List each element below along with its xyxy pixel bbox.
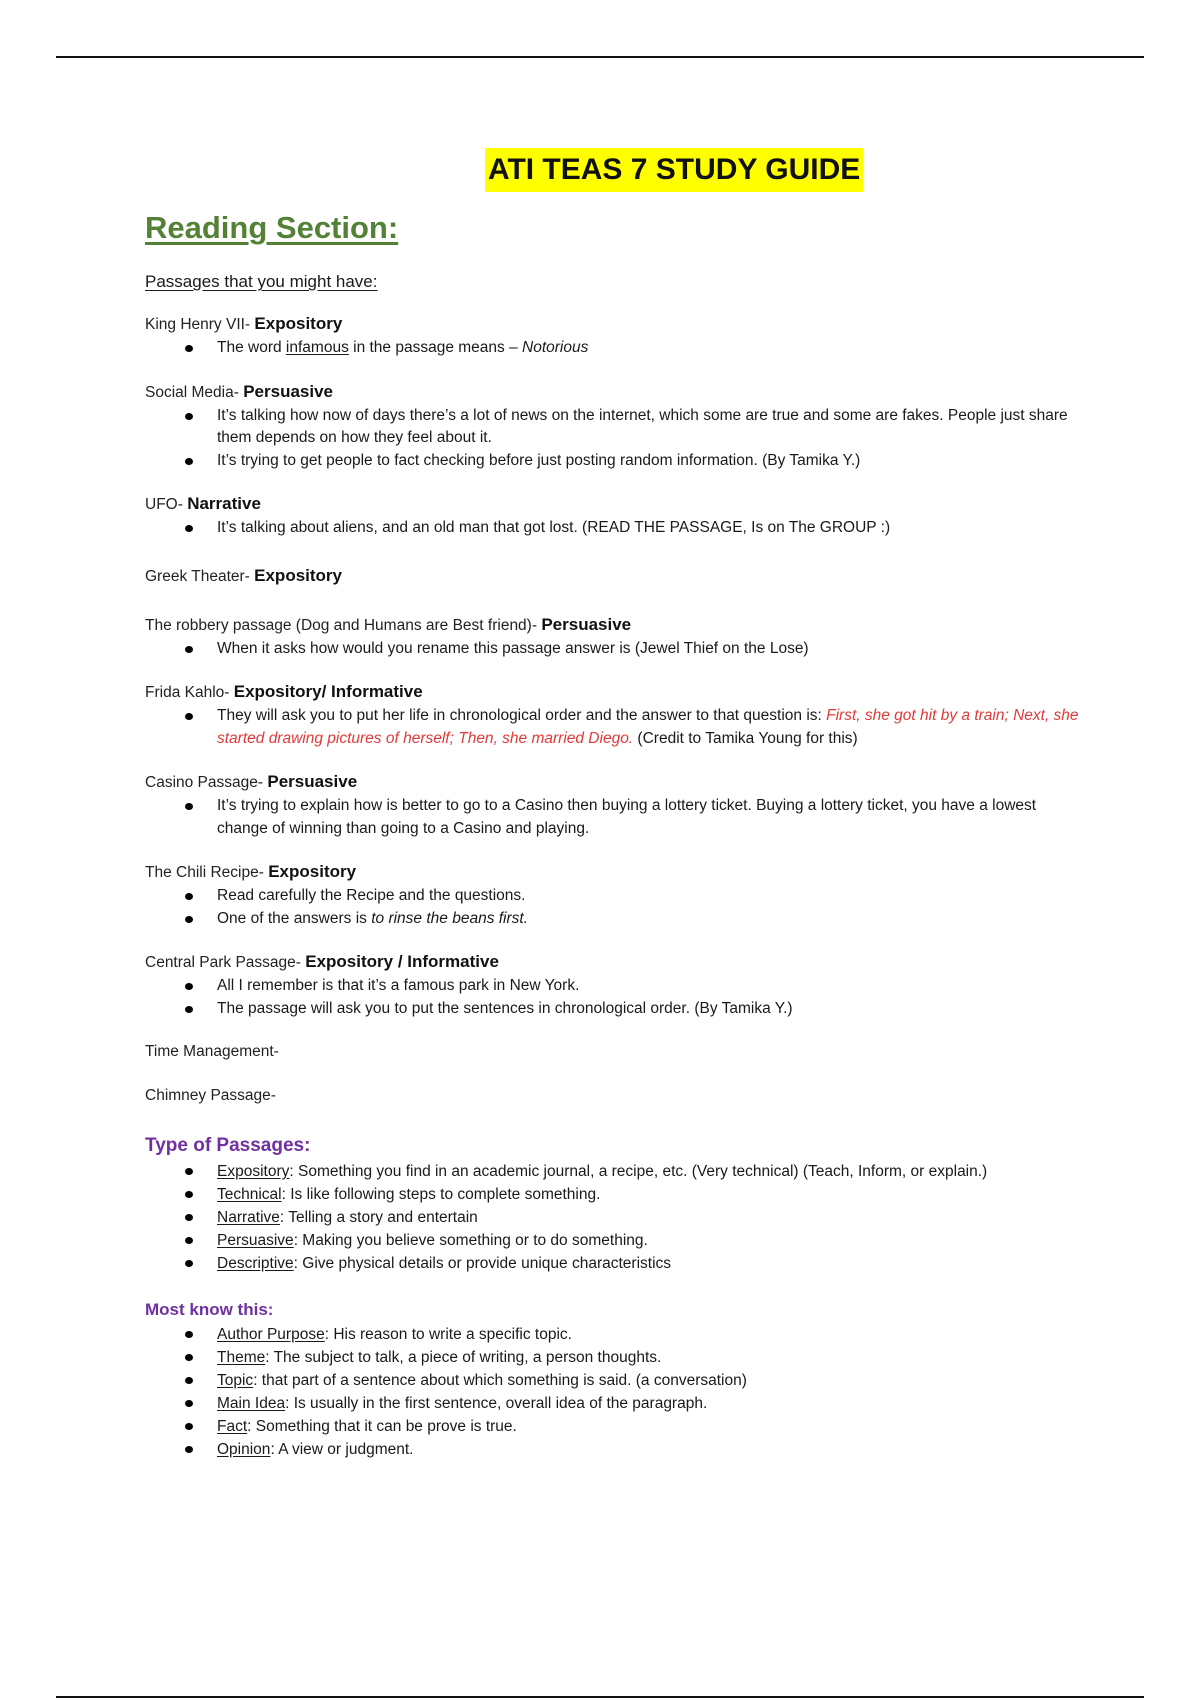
passage-kind: Expository — [254, 314, 343, 333]
passage-name: Greek Theater- — [145, 567, 250, 585]
passage-kind: Persuasive — [267, 772, 358, 791]
list-item: The passage will ask you to put the sentences in chronological order. (By Tamika Y.) — [145, 998, 1085, 1021]
list-item: Technical: Is like following steps to complete something. — [145, 1183, 1085, 1206]
passage-greek-theater — [145, 564, 1085, 589]
passages-intro: Passages that you might have: — [145, 272, 378, 291]
list-item: Main Idea: Is usually in the first sentence, overall idea of the paragraph. — [145, 1392, 1085, 1415]
list-item: Narrative: Telling a story and entertain — [145, 1206, 1085, 1229]
types-heading: Type of Passages: — [145, 1135, 311, 1156]
passage-kind: Persuasive — [243, 381, 334, 401]
document-title: ATI TEAS 7 STUDY GUIDE — [485, 148, 863, 192]
types-section — [145, 1132, 1085, 1275]
passage-name: Central Park Passage- — [145, 954, 301, 971]
passage-name: Time Management- — [145, 1043, 279, 1060]
passage-central-park — [145, 950, 1085, 1020]
passage-name: UFO- — [145, 496, 183, 513]
passage-name: Social Media- — [145, 383, 239, 401]
list-item: It’s talking how now of days there’s a lot of news on the internet, which some are true and some are fakes. People just share them depends on how they feel about it. — [145, 405, 1085, 450]
passage-name: The robbery passage (Dog and Humans are Best friend)- — [145, 616, 538, 634]
list-item: Opinion: A view or judgment. — [145, 1438, 1085, 1461]
list-item: Descriptive: Give physical details or provide unique characteristics — [145, 1252, 1085, 1275]
list-item: Expository: Something you find in an academic journal, a recipe, etc. (Very technical) (Teach, Inform, or explain.) — [145, 1160, 1085, 1183]
list-item: Theme: The subject to talk, a piece of writing, a person thoughts. — [145, 1346, 1085, 1369]
passage-kind: Expository / Informative — [305, 952, 499, 971]
passage-name: Chimney Passage- — [145, 1087, 276, 1104]
list-item: Fact: Something that it can be prove is true. — [145, 1415, 1085, 1438]
list-item: Persuasive: Making you believe something or to do something. — [145, 1229, 1085, 1252]
passage-name: Frida Kahlo- — [145, 684, 230, 701]
passage-robbery — [145, 613, 1085, 661]
list-item: When it asks how would you rename this passage answer is (Jewel Thief on the Lose) — [145, 638, 1085, 661]
list-item: The word infamous in the passage means – Notorious — [145, 337, 1085, 360]
passage-ufo — [145, 492, 1085, 540]
list-item: Topic: that part of a sentence about which something is said. (a conversation) — [145, 1369, 1085, 1392]
passage-kind: Narrative — [187, 494, 261, 513]
top-rule — [56, 56, 1144, 58]
list-item: Read carefully the Recipe and the questions. — [145, 885, 1085, 908]
passage-social-media — [145, 380, 1085, 473]
passage-king-henry — [145, 312, 1085, 360]
passage-name: King Henry VII- — [145, 316, 251, 333]
passage-kind: Persuasive — [541, 614, 632, 634]
list-item: All I remember is that it’s a famous park in New York. — [145, 975, 1085, 998]
passage-frida-kahlo — [145, 680, 1085, 750]
passage-chili-recipe — [145, 860, 1085, 930]
passage-kind: Expository — [254, 565, 342, 585]
list-item: One of the answers is to rinse the beans first. — [145, 908, 1085, 931]
passage-casino — [145, 770, 1085, 840]
list-item: It’s talking about aliens, and an old man that got lost. (READ THE PASSAGE, Is on The GROUP :) — [145, 517, 1085, 540]
list-item: Author Purpose: His reason to write a specific topic. — [145, 1323, 1085, 1346]
passage-name: The Chili Recipe- — [145, 864, 264, 881]
list-item: It’s trying to get people to fact checking before just posting random information. (By Tamika Y.) — [145, 450, 1085, 473]
list-item: They will ask you to put her life in chronological order and the answer to that question is: First, she got hit by a train; Next, she started drawing pictures of herself; Then, she married Diego. (Credit to Tamika Young for this) — [145, 705, 1085, 750]
know-heading: Most know this: — [145, 1300, 274, 1319]
section-heading: Reading Section: — [145, 210, 399, 245]
passage-name: Casino Passage- — [145, 774, 264, 791]
passage-kind: Expository — [268, 862, 357, 881]
passage-kind: Expository/ Informative — [233, 682, 423, 701]
list-item: It’s trying to explain how is better to go to a Casino then buying a lottery ticket. Buying a lottery ticket, you have a lowest change of winning than going to a Casino and playing. — [145, 795, 1085, 840]
know-section — [145, 1297, 1085, 1461]
passage-chimney — [145, 1084, 1085, 1108]
bottom-rule — [56, 1696, 1144, 1698]
document-body — [145, 148, 1085, 1461]
passage-time-management — [145, 1040, 1085, 1064]
